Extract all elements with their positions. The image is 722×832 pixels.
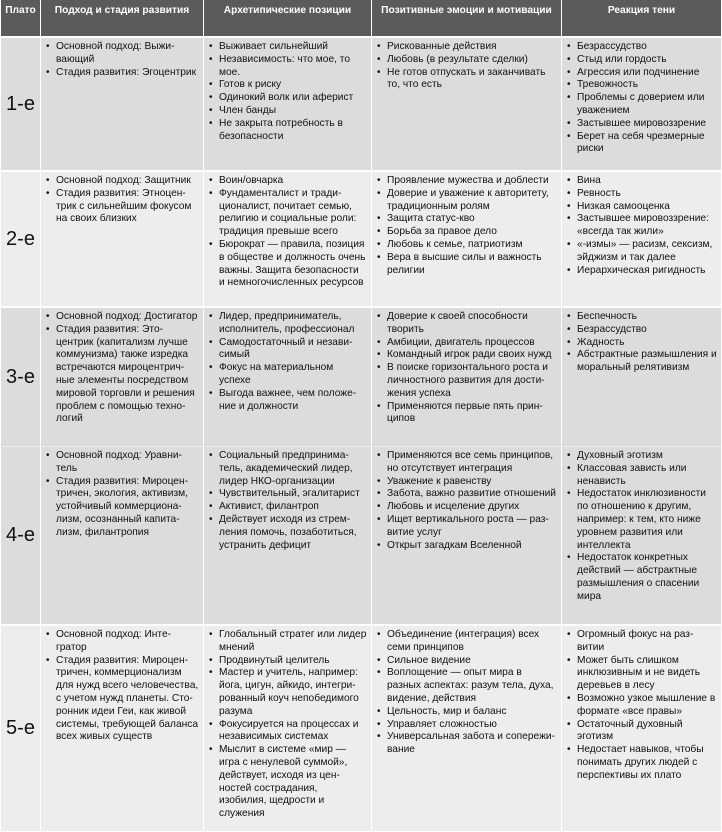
list-item: • Командный игрок ради своих нужд [376,349,557,362]
header-approach: Подход и стадия развития [41,0,204,36]
bullet-list [45,41,199,79]
list-item: • Чувствительный, эгалитарист [208,488,367,501]
list-item: • Огромный фокус на раз-витии [566,629,717,655]
shadow-cell [562,170,721,306]
header-archetypes: Архетипические позиции [204,0,372,36]
archetypes-cell [204,36,372,170]
list-item: • Доверие к своей способности творить [376,311,557,337]
list-item: • Берет на себя чрезмерные риски [566,131,717,157]
archetypes-cell [204,170,372,306]
list-item: • Лидер, предприниматель, исполнитель, профессионал [208,311,367,337]
list-item: • Объединение (интеграция) всех семи принципов [376,629,557,655]
table-row [1,170,721,306]
list-item: • Сильное видение [376,655,557,668]
list-item: • Духовный эготизм [566,450,717,463]
list-item: • Фокус на материальном успехе [208,362,367,388]
list-item: • Возможно узкое мышление в формате «все правы» [566,693,717,719]
list-item: • Независимость: что мое, то мое. [208,54,367,80]
list-item: • Стадия развития: Этноцен-трик с сильнейшим фокусом на своих близких [45,188,199,226]
list-item: • Управляет сложностью [376,719,557,732]
bullet-list [566,311,717,375]
list-item: • Выгода важнее, чем положе-ние и должности [208,388,367,414]
bullet-list [376,175,557,277]
table-row [1,446,721,624]
list-item: • Тревожность [566,79,717,92]
list-item: • Рискованные действия [376,41,557,54]
list-item: • Вера в высшие силы и важность религии [376,252,557,278]
bullet-list [45,175,199,226]
list-item: • В поиске горизонтального роста и личностного развития для дости-жения успеха [376,362,557,400]
bullet-list [45,629,199,744]
table-body [1,36,721,831]
list-item: • Не закрыта потребность в безопасности [208,118,367,144]
list-item: • Основной подход: Защитник [45,175,199,188]
list-item: • Открыт загадкам Вселенной [376,540,557,553]
list-item: • Ревность [566,188,717,201]
plato-label: 4-е [1,446,41,624]
list-item: • Социальный предпринима-тель, академический лидер, лидер НКО-организации [208,450,367,488]
list-item: • Стадия развития: Эгоцентрик [45,67,199,80]
list-item: • Любовь к семье, патриотизм [376,239,557,252]
list-item: • Иерархическая ригидность [566,265,717,278]
bullet-list [566,175,717,277]
plateaus-table [1,0,721,831]
list-item: • Уважение к равенству [376,476,557,489]
emotions-cell [372,170,562,306]
list-item: • Член банды [208,105,367,118]
approach-cell [41,36,204,170]
list-item: • Безрассудство [566,324,717,337]
list-item: • Застывшее мировоззрение: «всегда так жили» [566,213,717,239]
emotions-cell [372,36,562,170]
list-item: • Активист, филантроп [208,501,367,514]
archetypes-cell [204,446,372,624]
table-row [1,306,721,446]
plato-label: 5-е [1,624,41,831]
list-item: • «-измы» — расизм, сексизм, эйджизм и так далее [566,239,717,265]
list-item: • Готов к риску [208,79,367,92]
list-item: • Абстрактные размышления и моральный релятивизм [566,349,717,375]
bullet-list [208,629,367,821]
list-item: • Может быть слишком инклюзивным и не видеть деревьев в лесу [566,655,717,693]
list-item: • Агрессия или подчинение [566,67,717,80]
approach-cell [41,306,204,446]
list-item: • Стыд или гордость [566,54,717,67]
list-item: • Основной подход: Достигатор [45,311,199,324]
plato-label: 3-е [1,306,41,446]
list-item: • Применяются первые пять прин-ципов [376,401,557,427]
list-item: • Борьба за правое дело [376,226,557,239]
list-item: • Основной подход: Инте-гратор [45,629,199,655]
list-item: • Забота, важно развитие отношений [376,488,557,501]
list-item: • Действует исходя из стрем-ления помочь, позаботиться, устранить дефицит [208,514,367,552]
list-item: • Недостаток конкретных действий — абстрактные размышления о спасении мира [566,552,717,603]
bullet-list [376,629,557,757]
list-item: • Мастер и учитель, например: йога, цигун, айкидо, интегри-рованный коуч непобедимого разума [208,667,367,718]
bullet-list [566,450,717,604]
approach-cell [41,170,204,306]
bullet-list [45,311,199,426]
list-item: • Доверие и уважение к авторитету, традиционным ролям [376,188,557,214]
list-item: • Цельность, мир и баланс [376,706,557,719]
list-item: • Недостает навыков, чтобы понимать других людей с перспективы их плато [566,744,717,782]
list-item: • Фундаменталист и тради-ционалист, почитает семью, религию и социальные роли: традиция превыше всего [208,188,367,239]
emotions-cell [372,306,562,446]
list-item: • Любовь (в результате сделки) [376,54,557,67]
list-item: • Основной подход: Выжи-вающий [45,41,199,67]
list-item: • Самодостаточный и незави-симый [208,337,367,363]
list-item: • Выживает сильнейший [208,41,367,54]
header-plato: Плато [1,0,41,36]
list-item: • Одинокий волк или аферист [208,92,367,105]
list-item: • Проявление мужества и доблести [376,175,557,188]
list-item: • Основной подход: Уравни-тель [45,450,199,476]
approach-cell [41,446,204,624]
list-item: • Недостаток инклюзивности по отношению к другим, например: к тем, кто ниже уровнем развития или интеллекта [566,488,717,552]
bullet-list [208,41,367,143]
list-item: • Применяются все семь принципов, но отсутствует интеграция [376,450,557,476]
list-item: • Ищет вертикального роста — раз-витие услуг [376,514,557,540]
list-item: • Воплощение — опыт мира в разных аспектах: разум тела, духа, видение, действия [376,667,557,705]
list-item: • Беспечность [566,311,717,324]
plato-label: 2-е [1,170,41,306]
bullet-list [208,450,367,552]
bullet-list [376,311,557,426]
shadow-cell [562,624,721,831]
emotions-cell [372,624,562,831]
bullet-list [208,311,367,413]
plato-label: 1-е [1,36,41,170]
shadow-cell [562,36,721,170]
list-item: • Глобальный стратег или лидер мнений [208,629,367,655]
list-item: • Безрассудство [566,41,717,54]
header-shadow: Реакция тени [562,0,721,36]
list-item: • Классовая зависть или ненависть [566,463,717,489]
header-emotions: Позитивные эмоции и мотивации [372,0,562,36]
list-item: • Стадия развития: Мироцен-тричен, экология, активизм, устойчивый коммерциона-лизм, осознанный капита-лизм, филантропия [45,476,199,540]
archetypes-cell [204,306,372,446]
approach-cell [41,624,204,831]
list-item: • Низкая самооценка [566,201,717,214]
table-header [1,0,721,36]
bullet-list [208,175,367,290]
shadow-cell [562,306,721,446]
list-item: • Универсальная забота и сопережи-вание [376,731,557,757]
list-item: • Любовь и исцеление других [376,501,557,514]
list-item: • Фокусируется на процессах и независимых системах [208,719,367,745]
shadow-cell [562,446,721,624]
emotions-cell [372,446,562,624]
bullet-list [566,629,717,783]
list-item: • Вина [566,175,717,188]
list-item: • Проблемы с доверием или уважением [566,92,717,118]
list-item: • Защита статус-кво [376,213,557,226]
list-item: • Застывшее мировоззрение [566,118,717,131]
list-item: • Не готов отпускать и заканчивать то, что есть [376,67,557,93]
list-item: • Стадия развития: Это-центрик (капитализм лучше коммунизма) также изредка встречаются мироцентрич-ные элементы посредством мировой торговли и решения проблем с помощью техно-логий [45,324,199,426]
bullet-list [376,41,557,92]
list-item: • Продвинутый целитель [208,655,367,668]
archetypes-cell [204,624,372,831]
list-item: • Воин/овчарка [208,175,367,188]
table-row [1,36,721,170]
list-item: • Мыслит в системе «мир — игра с ненулевой суммой», действует, исходя из цен-ностей сострадания, изобилия, щедрости и служения [208,744,367,821]
list-item: • Бюрократ — правила, позиция в обществе и должность очень важны. Защита безопасности и немногочисленных ресурсов [208,239,367,290]
bullet-list [45,450,199,540]
table-row [1,624,721,831]
bullet-list [376,450,557,552]
list-item: • Амбиции, двигатель процессов [376,337,557,350]
list-item: • Стадия развития: Мироцен-тричен, коммерционализм для нужд всего человечества, с учетом нужд планеты. Сто-ронник идеи Геи, как живой системы, требующей баланса всех живых существ [45,655,199,745]
list-item: • Остаточный духовный эготизм [566,719,717,745]
list-item: • Жадность [566,337,717,350]
bullet-list [566,41,717,156]
